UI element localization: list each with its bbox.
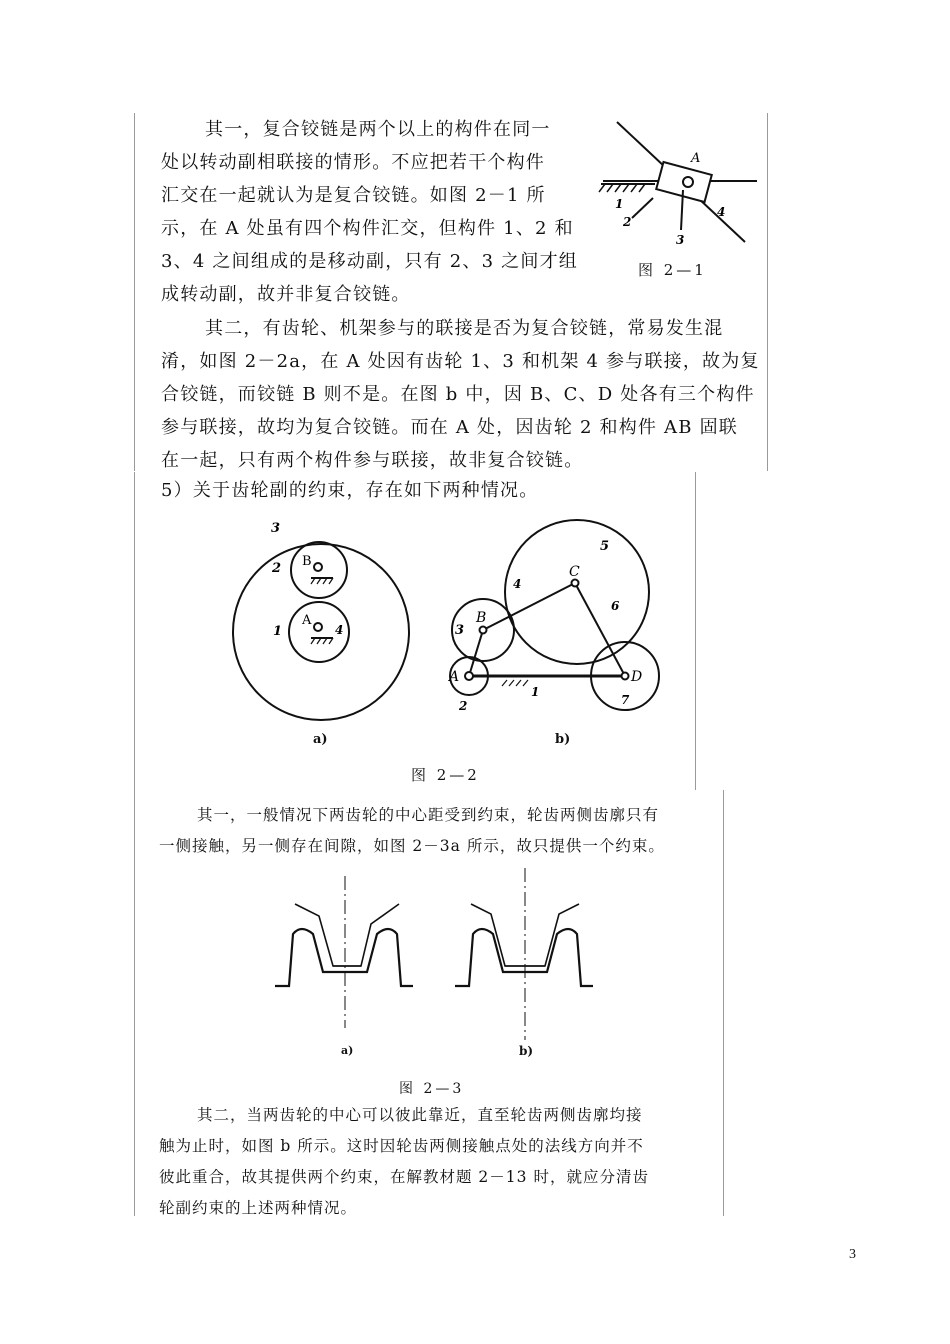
section2-heading: 5）关于齿轮副的约束，存在如下两种情况。 xyxy=(161,480,539,501)
fig1-label-1: 1 xyxy=(615,197,624,211)
figure-2-2a xyxy=(233,542,409,720)
fig2a-label-b: B xyxy=(302,554,312,569)
fig2a-label-4: 4 xyxy=(335,623,344,637)
para2-line: 淆，如图 2－2a，在 A 处因有齿轮 1、3 和机架 4 参与联接，故为复 xyxy=(161,351,760,372)
para1-line: 成转动副，故并非复合铰链。 xyxy=(161,284,411,305)
para3-line: 一侧接触，另一侧存在间隙，如图 2－3a 所示，故只提供一个约束。 xyxy=(159,837,665,855)
figure-2-3b xyxy=(455,868,593,1040)
section-compound-hinge xyxy=(134,113,768,471)
fig2b-label-a: A xyxy=(449,669,460,685)
fig1-label-4: 4 xyxy=(717,205,726,219)
fig1-label-2: 2 xyxy=(623,215,632,229)
para1-line: 3、4 之间组成的是移动副，只有 2、3 之间才组 xyxy=(161,251,578,272)
para2-line: 在一起，只有两个构件参与联接，故非复合铰链。 xyxy=(161,450,584,471)
fig2a-label-1: 1 xyxy=(273,624,283,639)
fig3-sub-b: b) xyxy=(519,1044,534,1058)
fig2a-label-a: A xyxy=(302,613,312,628)
section-gear-teeth xyxy=(134,790,724,1216)
figure-2-2 xyxy=(135,510,695,750)
para1-line: 汇交在一起就认为是复合铰链。如图 2－1 所 xyxy=(161,185,546,206)
figure-2-1 xyxy=(595,118,765,248)
para4-line: 触为止时，如图 b 所示。这时因轮齿两侧接触点处的法线方向并不 xyxy=(159,1137,644,1155)
fig2b-label-1: 1 xyxy=(531,685,540,699)
figure-2-3 xyxy=(255,868,595,1058)
para2-line: 合铰链，而铰链 B 则不是。在图 b 中，因 B、C、D 处各有三个构件 xyxy=(161,384,755,405)
section-gear-constraint xyxy=(134,472,696,790)
para2-line: 参与联接，故均为复合铰链。而在 A 处，因齿轮 2 和构件 AB 固联 xyxy=(161,417,739,438)
fig2b-label-2: 2 xyxy=(459,699,468,713)
fig2b-label-3: 3 xyxy=(455,623,465,638)
para1-line: 其一，复合铰链是两个以上的构件在同一 xyxy=(205,119,551,140)
fig2a-label-2: 2 xyxy=(272,561,282,576)
fig2-sub-b: b) xyxy=(555,732,571,747)
figure-2-3-caption: 图 2—3 xyxy=(399,1081,465,1097)
para3-line: 其一，一般情况下两齿轮的中心距受到约束，轮齿两侧齿廓只有 xyxy=(197,806,660,824)
fig2b-label-7: 7 xyxy=(621,693,630,707)
para1-line: 处以转动副相联接的情形。不应把若干个构件 xyxy=(161,152,545,173)
fig1-label-a: A xyxy=(691,151,701,166)
figure-2-2-caption: 图 2—2 xyxy=(411,766,480,784)
para2-line: 其二，有齿轮、机架参与的联接是否为复合铰链，常易发生混 xyxy=(205,318,724,339)
fig3-sub-a: a) xyxy=(341,1044,354,1057)
para1-line: 示，在 A 处虽有四个构件汇交，但构件 1、2 和 xyxy=(161,218,574,239)
para2 xyxy=(161,312,760,477)
fig2b-label-c: C xyxy=(569,564,580,580)
para4-line: 其二，当两齿轮的中心可以彼此靠近，直至轮齿两侧齿廓均接 xyxy=(197,1106,643,1124)
para4 xyxy=(159,1100,649,1224)
fig2b-label-6: 6 xyxy=(611,599,620,613)
fig2b-label-b: B xyxy=(476,610,487,626)
figure-2-3a xyxy=(275,876,413,1028)
fig2b-label-d: D xyxy=(631,669,643,685)
fig2b-label-5: 5 xyxy=(600,539,610,554)
fig2-sub-a: a) xyxy=(313,732,328,747)
para4-line: 彼此重合，故其提供两个约束，在解教材题 2－13 时，就应分清齿 xyxy=(159,1168,649,1186)
fig2a-label-3: 3 xyxy=(271,521,281,536)
fig1-label-3: 3 xyxy=(676,233,685,247)
fig2b-label-4: 4 xyxy=(513,577,522,591)
para1 xyxy=(161,113,578,311)
page-number: 3 xyxy=(849,1247,856,1262)
para3 xyxy=(159,800,665,862)
figure-2-1-caption: 图 2—1 xyxy=(638,261,707,279)
para4-line: 轮副约束的上述两种情况。 xyxy=(159,1199,358,1217)
